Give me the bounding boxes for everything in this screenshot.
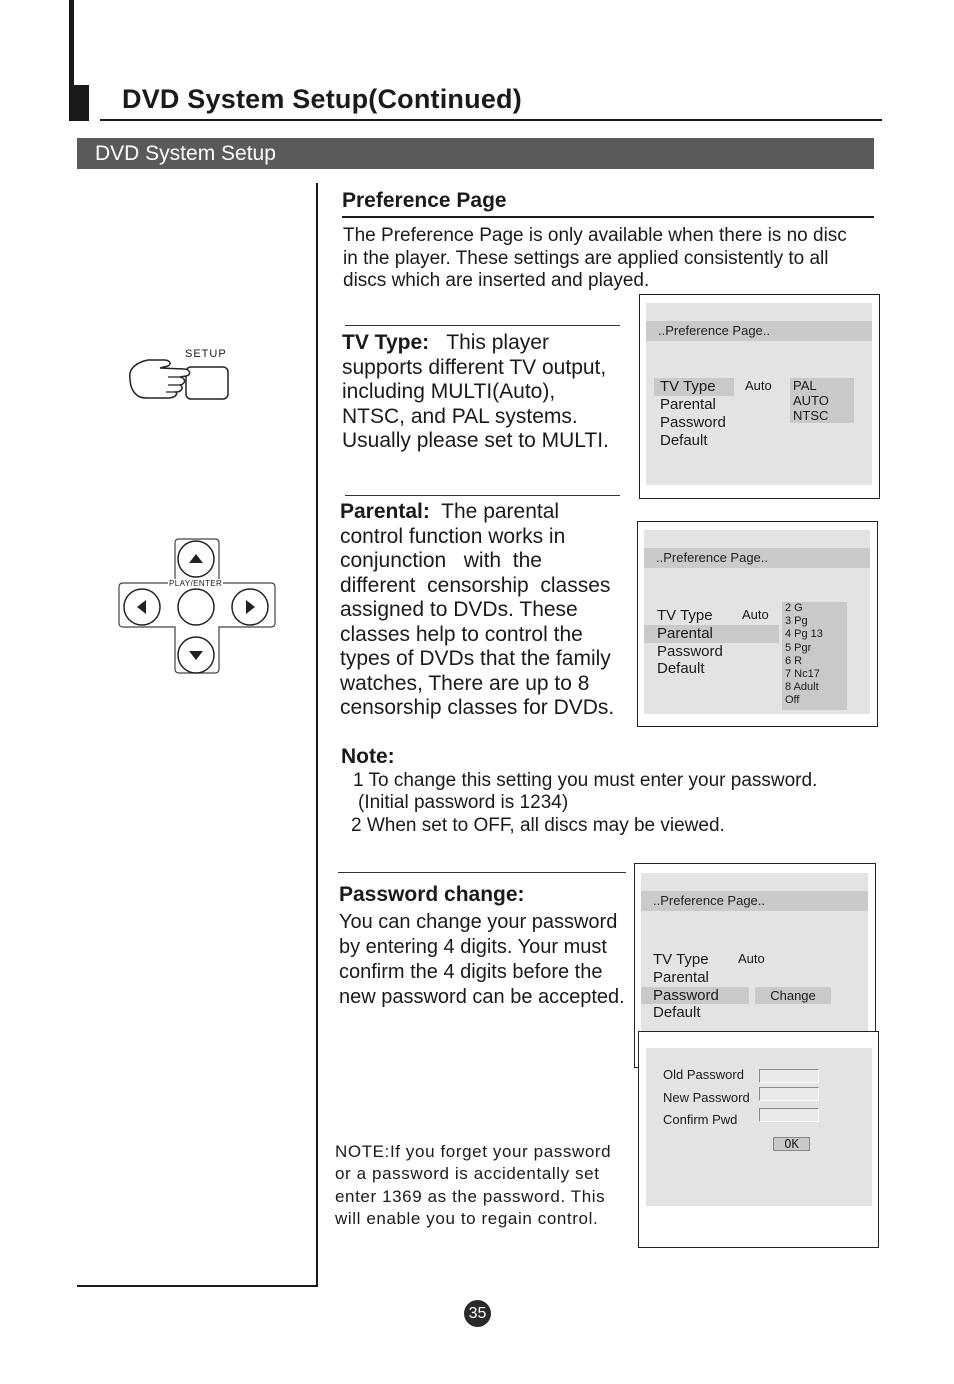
parental-options: 2 G 3 Pg 4 Pg 13 5 Pgr 6 R 7 Nc17 8 Adult Off <box>782 602 847 710</box>
osd-panel <box>644 530 870 714</box>
tv-type-value: Auto <box>738 951 765 966</box>
password-forgot-note: NOTE:If you forget your password or a password is accidentally set enter 1369 as the password. This will enable you to regain control. <box>335 1142 612 1228</box>
menu-parental: Parental <box>657 625 713 642</box>
old-password-field[interactable] <box>759 1069 819 1083</box>
osd-panel <box>646 1048 872 1206</box>
osd-header: ..Preference Page.. <box>644 548 870 568</box>
menu-default: Default <box>660 432 708 449</box>
note-line-3: 2 When set to OFF, all discs may be viewed. <box>351 815 725 836</box>
osd-panel <box>641 873 868 1053</box>
bottom-rule <box>77 1285 318 1287</box>
tv-type-options: PAL AUTO NTSC <box>790 378 854 423</box>
header-tab-block <box>69 85 89 121</box>
password-dialog-screen <box>638 1031 879 1248</box>
new-password-field[interactable] <box>759 1087 819 1101</box>
section-band: DVD System Setup <box>77 138 874 169</box>
column-divider <box>316 183 318 1287</box>
tv-type-value: Auto <box>745 378 772 393</box>
menu-parental: Parental <box>660 396 716 413</box>
new-password-label: New Password <box>663 1090 750 1105</box>
menu-parental: Parental <box>653 969 709 986</box>
play-enter-label: PLAY/ENTER <box>169 579 223 588</box>
tv-type-value: Auto <box>742 607 769 622</box>
tv-type-screen <box>639 294 880 499</box>
navigation-pad-icon <box>117 537 277 677</box>
parental-screen <box>637 521 878 727</box>
ok-button[interactable]: OK <box>773 1137 810 1151</box>
parental-rule <box>345 495 620 496</box>
password-text: You can change your password by entering 4 digits. Your must confirm the 4 digits before the new password can be accepted. <box>339 911 625 1008</box>
old-password-label: Old Password <box>663 1067 744 1082</box>
password-rule <box>338 872 626 873</box>
change-option: Change <box>755 987 831 1004</box>
menu-password: Password <box>660 414 726 431</box>
confirm-password-field[interactable] <box>759 1108 819 1122</box>
tv-type-text: TV Type: This player supports different TV output, including MULTI(Auto), NTSC, and PAL systems. Usually please set to MULTI. <box>342 331 609 452</box>
password-heading: Password change: <box>339 883 525 906</box>
menu-tv-type: TV Type <box>657 607 713 624</box>
menu-default: Default <box>653 1004 701 1021</box>
note-line-2: (Initial password is 1234) <box>358 792 569 813</box>
osd-header: ..Preference Page.. <box>646 321 872 341</box>
page-number: 35 <box>464 1300 491 1327</box>
preference-underline <box>342 216 874 218</box>
parental-text: Parental: The parental control function works in conjunction with the different censorship classes assigned to DVDs. These classes help to control the types of DVDs that the family watches, There are up to 8 censorship classes for DVDs. <box>340 500 615 719</box>
note-line-1: 1 To change this setting you must enter your password. <box>353 770 818 791</box>
preference-intro: The Preference Page is only available when there is no disc in the player. These settings are applied consistently to all discs which are inserted and played. <box>343 225 847 291</box>
note-heading: Note: <box>341 745 395 768</box>
page-title: DVD System Setup(Continued) <box>122 84 522 114</box>
menu-password: Password <box>657 643 723 660</box>
setup-button-label: SETUP <box>185 348 227 360</box>
tv-type-rule <box>345 325 620 326</box>
header-vertical-bar <box>69 0 74 88</box>
confirm-password-label: Confirm Pwd <box>663 1112 738 1127</box>
menu-default: Default <box>657 660 705 677</box>
osd-panel <box>646 303 872 485</box>
menu-tv-type: TV Type <box>653 951 709 968</box>
osd-header: ..Preference Page.. <box>641 891 868 911</box>
menu-password: Password <box>653 987 719 1004</box>
preference-heading: Preference Page <box>342 189 507 212</box>
menu-tv-type: TV Type <box>660 378 716 395</box>
title-underline <box>100 119 882 121</box>
hand-pressing-setup-icon <box>124 356 234 406</box>
